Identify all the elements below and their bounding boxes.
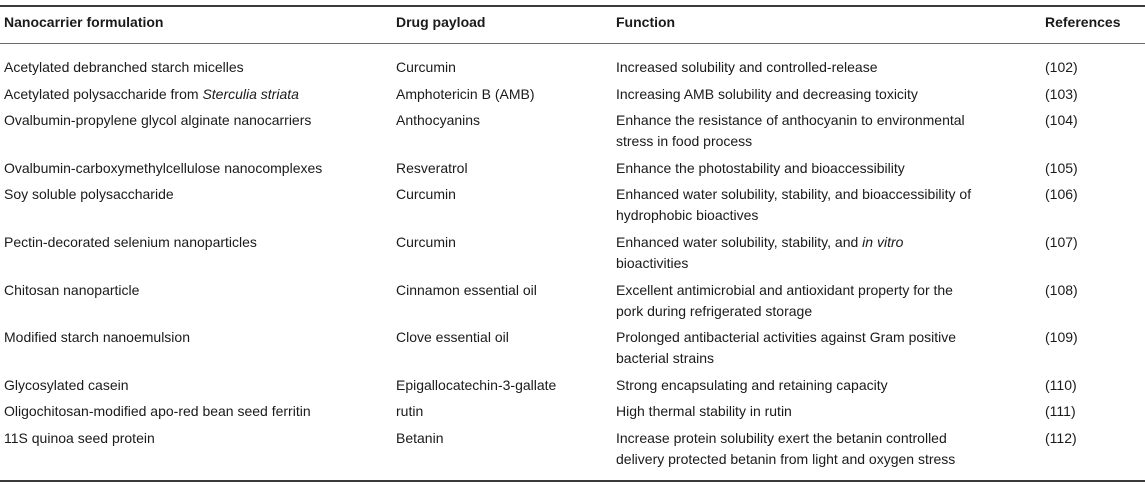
function-line: delivery protected betanin from light and oxygen stress	[616, 451, 956, 467]
cell-reference[interactable]: (111)	[1045, 403, 1076, 419]
cell-function	[616, 428, 955, 470]
bottom-rule	[0, 480, 1145, 482]
header-payload: Drug payload	[396, 14, 486, 30]
cell-function	[616, 232, 903, 274]
function-line: bacterial strains	[616, 350, 715, 366]
cell-function: Increased solubility and controlled-release	[616, 59, 878, 75]
reference-link[interactable]: 110	[1049, 377, 1072, 393]
cell-payload: rutin	[396, 403, 424, 419]
cell-reference[interactable]: (105)	[1045, 160, 1078, 176]
cell-formulation: Acetylated debranched starch micelles	[4, 59, 244, 75]
cell-payload: Epigallocatechin-3-gallate	[396, 377, 557, 393]
reference-link[interactable]: 105	[1049, 160, 1074, 176]
cell-formulation: Pectin-decorated selenium nanoparticles	[4, 234, 257, 250]
reference-link[interactable]: 103	[1049, 86, 1074, 102]
reference-link[interactable]: 111	[1049, 403, 1071, 419]
cell-payload: Amphotericin B (AMB)	[396, 86, 535, 102]
cell-payload: Curcumin	[396, 186, 456, 202]
reference-link[interactable]: 104	[1049, 112, 1074, 128]
cell-reference[interactable]: (103)	[1045, 86, 1078, 102]
cell-function: Increasing AMB solubility and decreasing toxicity	[616, 86, 918, 102]
function-italic-text: in vitro	[862, 234, 904, 250]
cell-reference[interactable]: (102)	[1045, 59, 1078, 75]
cell-formulation: Soy soluble polysaccharide	[4, 186, 174, 202]
cell-formulation: Ovalbumin-carboxymethylcellulose nanocomplexes	[4, 160, 323, 176]
cell-reference[interactable]: (107)	[1045, 234, 1078, 250]
cell-reference[interactable]: (108)	[1045, 282, 1078, 298]
function-line: Excellent antimicrobial and antioxidant property for the	[616, 282, 953, 298]
cell-reference[interactable]: (104)	[1045, 112, 1078, 128]
header-function: Function	[616, 14, 676, 30]
reference-link[interactable]: 102	[1049, 59, 1074, 75]
formulation-text: Acetylated polysaccharide from	[4, 86, 203, 102]
cell-formulation	[4, 84, 299, 105]
function-line: pork during refrigerated storage	[616, 303, 813, 319]
cell-formulation: Oligochitosan-modified apo-red bean seed ferritin	[4, 403, 311, 419]
cell-reference[interactable]: (112)	[1045, 430, 1077, 446]
cell-payload: Resveratrol	[396, 160, 468, 176]
formulation-italic-text: Sterculia striata	[202, 86, 299, 102]
cell-payload: Anthocyanins	[396, 112, 481, 128]
cell-reference[interactable]: (106)	[1045, 186, 1078, 202]
cell-formulation: Glycosylated casein	[4, 377, 129, 393]
function-line: Prolonged antibacterial activities against Gram positive	[616, 329, 957, 345]
cell-formulation: Modified starch nanoemulsion	[4, 329, 190, 345]
function-line: Increase protein solubility exert the betanin controlled	[616, 430, 947, 446]
cell-reference[interactable]: (110)	[1045, 377, 1077, 393]
reference-link[interactable]: 106	[1049, 186, 1074, 202]
cell-payload: Curcumin	[396, 234, 456, 250]
header-references: References	[1045, 14, 1121, 30]
cell-payload: Curcumin	[396, 59, 456, 75]
cell-function	[616, 110, 965, 152]
function-line: Enhanced water solubility, stability, and bioaccessibility of	[616, 186, 972, 202]
cell-function	[616, 280, 953, 322]
function-line: stress in food process	[616, 133, 753, 149]
header-formulation: Nanocarrier formulation	[4, 14, 164, 30]
cell-function: Strong encapsulating and retaining capacity	[616, 377, 888, 393]
cell-payload: Clove essential oil	[396, 329, 509, 345]
cell-formulation: Ovalbumin-propylene glycol alginate nanocarriers	[4, 112, 312, 128]
function-line: hydrophobic bioactives	[616, 207, 759, 223]
reference-link[interactable]: 108	[1049, 282, 1074, 298]
function-text: Enhanced water solubility, stability, and	[616, 234, 863, 250]
function-line: bioactivities	[616, 255, 689, 271]
cell-formulation: 11S quinoa seed protein	[4, 430, 155, 446]
cell-function: High thermal stability in rutin	[616, 403, 792, 419]
cell-payload: Betanin	[396, 430, 444, 446]
cell-formulation: Chitosan nanoparticle	[4, 282, 140, 298]
reference-link[interactable]: 109	[1049, 329, 1074, 345]
top-rule	[0, 5, 1145, 7]
cell-function	[616, 327, 956, 369]
cell-payload: Cinnamon essential oil	[396, 282, 537, 298]
cell-function: Enhance the photostability and bioaccessibility	[616, 160, 905, 176]
cell-reference[interactable]: (109)	[1045, 329, 1078, 345]
reference-link[interactable]: 107	[1049, 234, 1074, 250]
header-rule	[0, 43, 1145, 44]
reference-link[interactable]: 112	[1049, 430, 1072, 446]
cell-function	[616, 184, 971, 226]
function-line: Enhance the resistance of anthocyanin to environmental	[616, 112, 965, 128]
